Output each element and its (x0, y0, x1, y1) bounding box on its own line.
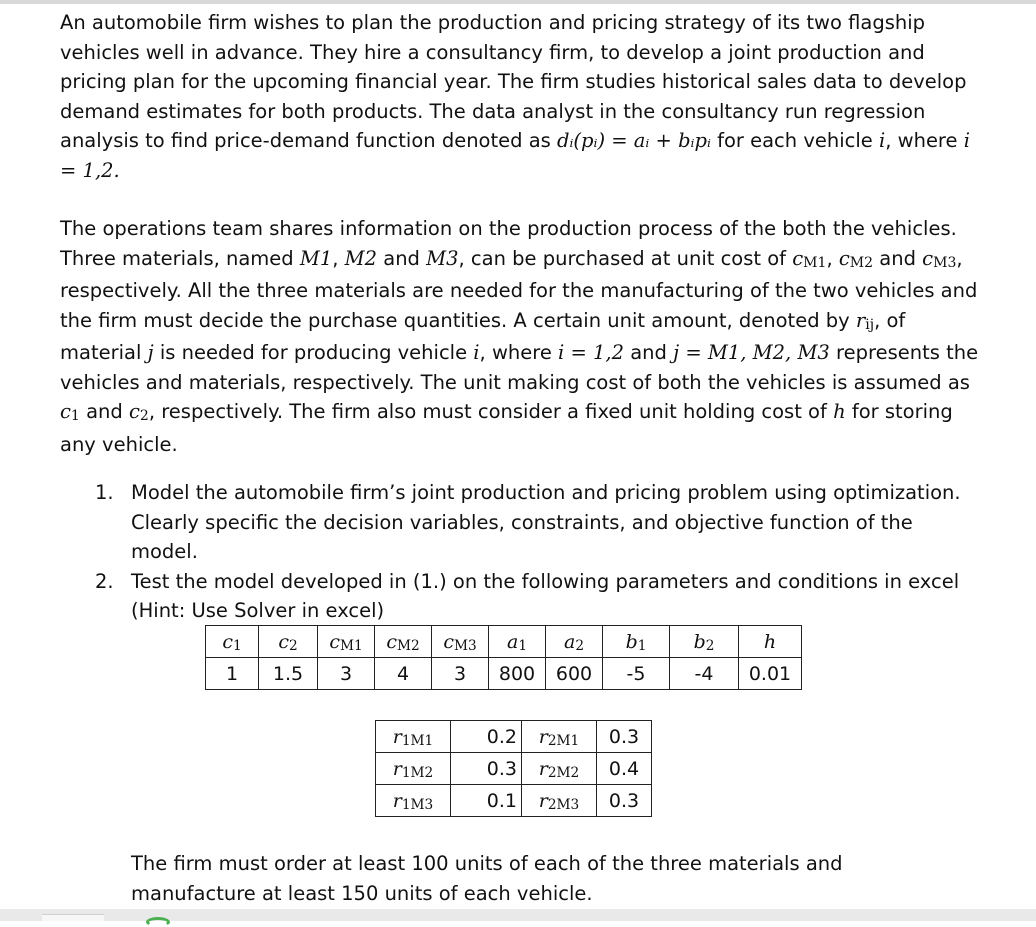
p2-text-5: is needed for producing vehicle (159, 341, 468, 364)
table-cell: 3 (432, 658, 489, 690)
table-cell: 0.3 (597, 721, 652, 753)
table-header-cell (739, 626, 802, 658)
header-var: c (386, 630, 397, 653)
cost-c1-sub: 1 (70, 408, 80, 424)
table-row (206, 658, 802, 690)
cost-c1-var: c (60, 400, 71, 423)
header-var: a (563, 630, 576, 653)
paragraph-operations: The operations team shares information on the production process of the both the vehicles. Three materials, named M1, M2 and M3, can be purchased at unit cost of cM1, cM2 and cM3, respectively. All the three materials are needed for the manufacturing of the two vehicles and the firm must decide the purchase quantities. A certain unit amount, denoted by rij, of material j is needed for producing vehicle i, where i = 1,2 and j = M1, M2, M3 represents the vehicles and materials, respectively. The unit making cost of both the vehicles is assumed as c1 and c2, respectively. The firm also must consider a fixed unit holding cost of h for storing any vehicle. (60, 217, 979, 456)
list-item (95, 567, 975, 626)
p2-and-4: and (86, 400, 123, 423)
cost-c1 (60, 400, 80, 423)
cost-cm2 (839, 247, 873, 270)
i-eq: i = 1,2 (558, 341, 625, 364)
j-eq: j = M1, M2, M3 (673, 341, 830, 364)
header-var: b (625, 630, 638, 653)
header-sub: 1 (637, 637, 647, 654)
r-var: r (538, 725, 548, 748)
material-m1: M1 (299, 246, 333, 270)
r-ij (856, 309, 874, 332)
r-var: r (392, 789, 402, 812)
cost-cm3-var: c (922, 246, 934, 270)
parameters-table (205, 625, 802, 690)
r-var: r (538, 789, 548, 812)
top-border (0, 0, 1036, 4)
r-sub: 2M3 (547, 796, 580, 813)
table-cell: 1.5 (259, 658, 318, 690)
table-cell (522, 721, 597, 753)
cost-c2-var: c (128, 400, 140, 423)
r-sub: 2M2 (547, 764, 580, 781)
header-var: c (278, 630, 289, 653)
p2-and-3: and (630, 341, 667, 364)
table-cell: -5 (603, 658, 670, 690)
table-cell (522, 785, 597, 817)
r-sub: 1M1 (401, 732, 434, 749)
header-var: c (329, 630, 340, 653)
table-cell: 0.2 (451, 721, 522, 753)
paragraph-demand (60, 8, 990, 185)
table-header-cell (375, 626, 432, 658)
cost-cm1-sub: M1 (803, 254, 827, 271)
r-var: r (392, 725, 402, 748)
p2-text-8: , respectively. The firm also must consider a fixed unit holding cost of (148, 400, 827, 423)
table-header-cell (546, 626, 603, 658)
table-cell: 0.3 (597, 785, 652, 817)
holding-cost-h: h (833, 400, 846, 423)
list-text: Test the model developed in (1.) on the following parameters and conditions in excel (Hint: Use Solver in excel) (131, 569, 960, 622)
table-cell: 800 (489, 658, 546, 690)
header-sub: 2 (288, 637, 298, 654)
header-sub: 2 (575, 637, 585, 654)
header-var: c (443, 630, 454, 653)
cost-cm3-sub: M3 (933, 254, 957, 271)
table-header-cell (603, 626, 670, 658)
table-cell (522, 753, 597, 785)
p2-and-1: and (383, 246, 420, 270)
cost-cm1-var: c (792, 246, 804, 270)
cost-cm1 (792, 247, 826, 270)
table-header-cell (670, 626, 739, 658)
p2-comma: , (332, 246, 339, 270)
list-number: 1. (95, 481, 114, 504)
r-ij-var: r (855, 308, 866, 332)
i-range: i = 1,2. (60, 129, 970, 182)
cost-c2 (129, 400, 149, 423)
p2-text-9: for storing any vehicle. (60, 400, 953, 456)
problem-statement (60, 8, 990, 459)
table-cell (376, 721, 451, 753)
table-cell (376, 753, 451, 785)
cost-cm2-var: c (838, 246, 850, 270)
paragraph1-text-3: , where (885, 129, 958, 152)
table-cell: 1 (206, 658, 259, 690)
r-sub: 2M1 (547, 732, 580, 749)
cost-cm3 (922, 247, 956, 270)
status-arc-icon (146, 917, 170, 927)
p2-text-4: , of material (60, 308, 906, 364)
table-cell: 3 (318, 658, 375, 690)
header-sub: 1 (232, 637, 242, 654)
table-cell: -4 (670, 658, 739, 690)
table-header-cell (489, 626, 546, 658)
table-row (376, 785, 652, 817)
header-sub: M3 (453, 637, 477, 654)
cost-c2-sub: 2 (139, 408, 149, 424)
material-m3: M3 (426, 246, 459, 270)
header-var: b (693, 630, 706, 653)
header-var: a (506, 630, 519, 653)
r-var: r (392, 757, 402, 780)
table-header-cell (432, 626, 489, 658)
table-cell: 0.3 (451, 753, 522, 785)
r-sub: 1M2 (401, 764, 434, 781)
table-cell: 4 (375, 658, 432, 690)
table-row (376, 753, 652, 785)
bottom-tab[interactable] (42, 914, 104, 921)
header-sub: M2 (396, 637, 420, 654)
constraints-text: The firm must order at least 100 units of each of the three materials and manufacture at least 150 units of each vehicle. (131, 852, 843, 905)
paragraph1-text: An automobile firm wishes to plan the production and pricing strategy of its two flagship vehicles well in advance. They hire a consultancy firm, to develop a joint production and pricing plan for the upcoming financial year. The firm studies historical sales data to develop demand estimates for both products. The data analyst in the consultancy run regression analysis to find price-demand function denoted as (60, 11, 967, 152)
table-cell: 0.1 (451, 785, 522, 817)
var-i: i (878, 129, 886, 152)
header-var: c (222, 630, 233, 653)
material-usage-table (375, 720, 652, 817)
task-list (95, 478, 975, 626)
var-j: j (147, 341, 154, 364)
p2-and-2: and (879, 246, 916, 270)
p2-text-1: The operations team shares information on the production process of the both the vehicles. Three materials, named (60, 217, 957, 270)
material-m2: M2 (344, 246, 378, 270)
r-ij-sub: ij (865, 316, 875, 333)
table-header-cell (259, 626, 318, 658)
list-text: Model the automobile firm’s joint production and pricing problem using optimization. Clearly specific the decision variables, constraints, and objective function of the model. (131, 481, 961, 563)
header-sub: 1 (518, 637, 528, 654)
table-cell: 0.01 (739, 658, 802, 690)
header-sub: 2 (705, 637, 715, 654)
list-number: 2. (95, 569, 114, 593)
p2-text-7: represents the vehicles and materials, respectively. The unit making cost of both the vehicles is assumed as (60, 341, 979, 394)
table-cell: 600 (546, 658, 603, 690)
r-var: r (538, 757, 548, 780)
table-header-cell (206, 626, 259, 658)
var-i-2: i (473, 341, 480, 364)
header-sub: M1 (339, 637, 363, 654)
p2-text-3: , respectively. All the three materials are needed for the manufacturing of the two vehicles and the firm must decide the purchase quantities. A certain unit amount, denoted by (60, 246, 978, 332)
header-var: h (763, 630, 777, 653)
list-item (95, 478, 975, 567)
table-cell: 0.4 (597, 753, 652, 785)
table-row (376, 721, 652, 753)
demand-formula: dᵢ(pᵢ) = aᵢ + bᵢpᵢ (557, 129, 711, 152)
paragraph1-text-2: for each vehicle (717, 129, 873, 152)
table-cell (376, 785, 451, 817)
p2-text-6: , where (479, 341, 552, 364)
table-header-row (206, 626, 802, 658)
p2-text-2: , can be purchased at unit cost of (458, 246, 787, 270)
table-header-cell (318, 626, 375, 658)
r-sub: 1M3 (401, 796, 434, 813)
cost-cm2-sub: M2 (849, 254, 874, 271)
